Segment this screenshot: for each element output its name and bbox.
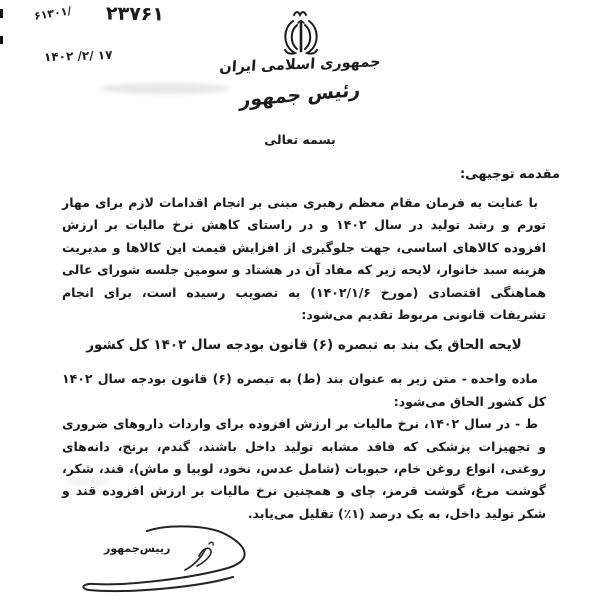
president-signature: [73, 520, 268, 600]
scan-smudge: [66, 477, 111, 485]
letter-body: [62, 167, 560, 525]
article-lead: ماده واحده: [470, 371, 538, 387]
article-text: - متن زیر به عنوان بند (ط) به تبصره (۶) قانون بودجه سال ۱۴۰۲ کل کشور الحاق می‌شود:: [62, 371, 546, 409]
stamp-number: ۲۳۷۶۱: [105, 2, 165, 26]
bill-title: لایحه الحاق یک بند به تبصره (۶) قانون بودجه سال ۱۴۰۲ کل کشور: [86, 337, 522, 354]
clause-paragraph: ط - در سال ۱۴۰۲، نرخ مالیات بر ارزش افزوده برای واردات داروهای ضروری و تجهیزات پزشکی که فاقد مشابه تولید داخل باشند، گندم، برنج، دانه‌های روغنی، انواع روغن خام، حبوبات (شامل عدس، نخود، لوبیا و ماش)، قند، شکر، گوشت مرغ، گوشت قرمز، چای و همچنین نرخ مالیات بر ارزش افزوده قند و شکر تولید داخل، به یک درصد (۱٪) تقلیل می‌یابد.: [62, 416, 546, 521]
scan-speck: [0, 9, 3, 18]
scan-speck: [0, 36, 3, 44]
intro-paragraph: با عنایت به فرمان مقام معظم رهبری مبنی بر انجام اقدامات لازم برای مهار تورم و رشد تولید در سال ۱۴۰۲ و در راستای کاهش نرخ مالیات بر ارزش افزوده کالاهای اساسی، جهت جلوگیری از افزایش قیمت این کالاها و مدیریت هزینه سبد خانوار، لایحه زیر که مفاد آن در هشتاد و سومین جلسه شورای عالی هماهنگی اقتصادی (مورخ ۱۴۰۲/۱/۶) به تصویب رسیده است، برای انجام تشریفات قانونی مربوط تقدیم می‌شود:: [62, 195, 546, 323]
president-signature-title: رییس‌جمهور: [104, 542, 171, 555]
date-handwritten: ۱۴۰۲ /۲/ ۱۷: [43, 47, 113, 65]
besmellah-text: بسمه تعالی: [264, 132, 336, 147]
reference-number-handwritten: ۶۱۳۰۱/: [33, 4, 73, 23]
single-article-paragraph: [62, 368, 546, 413]
org-name-calligraphy: جمهوری اسلامی ایران: [218, 54, 382, 76]
intro-heading: مقدمه توجیهی:: [459, 167, 560, 182]
iran-emblem-icon: [281, 9, 321, 55]
president-title-calligraphy: رئیس جمهور: [239, 78, 361, 112]
scan-smudge: [100, 83, 230, 94]
